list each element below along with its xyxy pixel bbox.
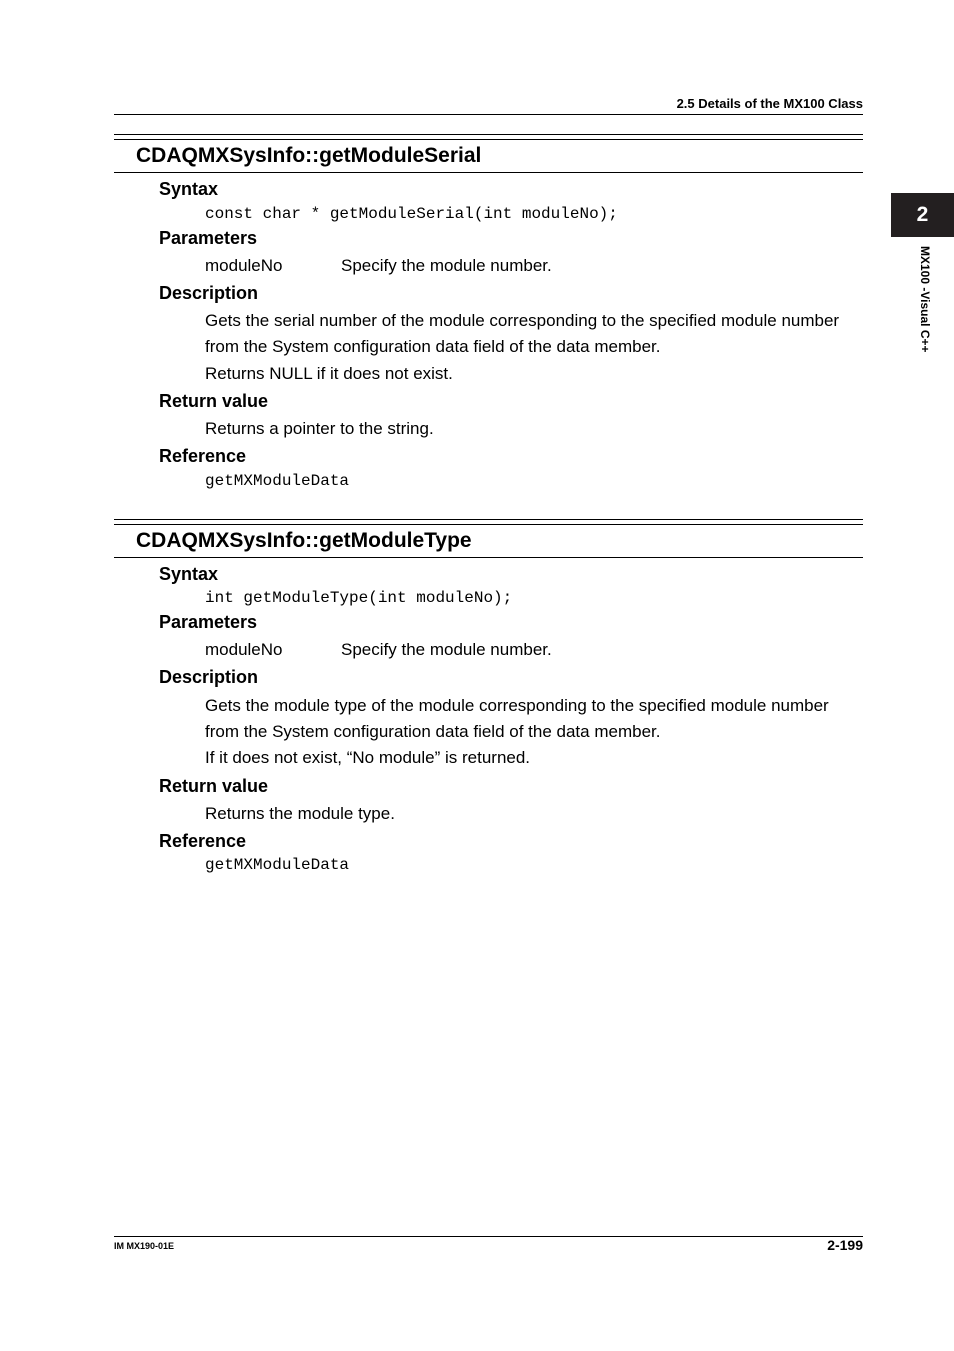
description-line: from the System configuration data field of the data member. bbox=[205, 722, 661, 741]
chapter-label: MX100 -Visual C++ bbox=[918, 246, 932, 353]
header-rule bbox=[114, 114, 863, 115]
return-text: Returns the module type. bbox=[205, 804, 395, 823]
syntax-code: const char * getModuleSerial(int moduleNo); bbox=[205, 205, 618, 223]
section-title: CDAQMXSysInfo::getModuleType bbox=[114, 525, 863, 558]
return-heading: Return value bbox=[159, 391, 269, 411]
chapter-tab bbox=[891, 193, 954, 237]
reference-code: getMXModuleData bbox=[205, 856, 350, 874]
description-line: Gets the serial number of the module corresponding to the specified module number bbox=[205, 311, 840, 330]
param-description: Specify the module number. bbox=[341, 640, 552, 659]
description-line: Gets the module type of the module corresponding to the specified module number bbox=[205, 696, 829, 715]
parameters-heading: Parameters bbox=[159, 228, 258, 248]
return-heading: Return value bbox=[159, 776, 269, 796]
return-text: Returns a pointer to the string. bbox=[205, 419, 434, 438]
document-id: IM MX190-01E bbox=[114, 1241, 175, 1251]
chapter-number: 2 bbox=[916, 203, 929, 226]
footer-rule bbox=[114, 1236, 863, 1237]
syntax-heading: Syntax bbox=[159, 179, 219, 199]
page-number: 2-199 bbox=[827, 1237, 863, 1253]
reference-heading: Reference bbox=[159, 831, 247, 851]
param-description: Specify the module number. bbox=[341, 256, 552, 275]
section-get-module-type bbox=[114, 519, 863, 558]
running-header: 2.5 Details of the MX100 Class bbox=[676, 96, 863, 111]
reference-heading: Reference bbox=[159, 446, 247, 466]
description-heading: Description bbox=[159, 283, 259, 303]
syntax-heading: Syntax bbox=[159, 564, 219, 584]
description-line: Returns NULL if it does not exist. bbox=[205, 364, 453, 383]
section-get-module-serial bbox=[114, 134, 863, 173]
description-heading: Description bbox=[159, 667, 259, 687]
syntax-code: int getModuleType(int moduleNo); bbox=[205, 589, 513, 607]
reference-code: getMXModuleData bbox=[205, 472, 350, 490]
section-title: CDAQMXSysInfo::getModuleSerial bbox=[114, 140, 863, 173]
param-name: moduleNo bbox=[205, 640, 283, 659]
parameters-heading: Parameters bbox=[159, 612, 258, 632]
description-line: If it does not exist, “No module” is returned. bbox=[205, 748, 531, 767]
param-name: moduleNo bbox=[205, 256, 283, 275]
description-line: from the System configuration data field of the data member. bbox=[205, 337, 661, 356]
